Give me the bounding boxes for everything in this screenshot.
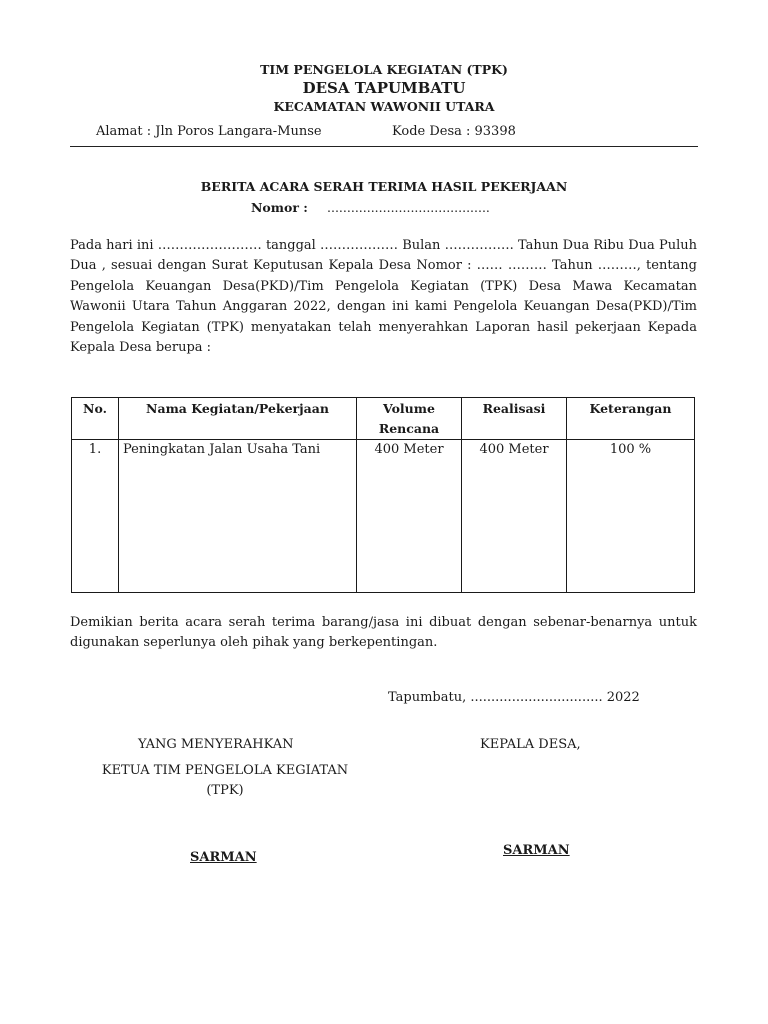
left-signer-role: KETUA TIM PENGELOLA KEGIATAN (TPK) <box>101 763 349 798</box>
header-divider <box>70 146 698 147</box>
work-table <box>71 397 695 593</box>
col-header-no: No. <box>72 398 119 440</box>
document-title: BERITA ACARA SERAH TERIMA HASIL PEKERJAAN <box>200 179 568 194</box>
cell-keterangan: 100 % <box>567 440 695 593</box>
right-signer-name: SARMAN <box>503 843 570 858</box>
cell-realisasi: 400 Meter <box>462 440 567 593</box>
col-header-keterangan: Keterangan <box>567 398 695 440</box>
address: Alamat : Jln Poros Langara-Munse <box>96 124 322 139</box>
opening-paragraph: Pada hari ini …………………… tanggal ……………… Bulan ……………. Tahun Dua Ribu Dua Puluh Dua , sesuai dengan Surat Keputusan Kepala Desa Nomor : …… ……… Tahun ………, tentang Pengelola Keuangan Desa(PKD)/Tim Pengelola Kegiatan (TPK) Desa Mawa Kecamatan Wawonii Utara Tahun Anggaran 2022, dengan ini kami Pengelola Keuangan Desa(PKD)/Tim Pengelola Kegiatan (TPK) menyatakan telah menyerahkan Laporan hasil pekerjaan Kepada Kepala Desa berupa : <box>70 238 697 356</box>
org-name: TIM PENGELOLA KEGIATAN (TPK) <box>260 62 508 77</box>
closing-paragraph: Demikian berita acara serah terima barang/jasa ini dibuat dengan sebenar-benarnya untuk digunakan seperlunya oleh pihak yang berkepentingan. <box>70 615 697 651</box>
cell-volume: 400 Meter <box>357 440 462 593</box>
table-header-row <box>72 398 695 440</box>
district-name: KECAMATAN WAWONII UTARA <box>273 99 495 114</box>
right-signer-title: KEPALA DESA, <box>480 737 581 752</box>
col-header-nama: Nama Kegiatan/Pekerjaan <box>119 398 357 440</box>
cell-nama: Peningkatan Jalan Usaha Tani <box>119 440 357 593</box>
place-date: Tapumbatu, ................................ 2022 <box>388 690 640 705</box>
table-row <box>72 440 695 593</box>
nomor-label: Nomor : <box>251 200 308 215</box>
nomor-value: ......................................... <box>327 200 490 215</box>
col-header-volume: Volume Rencana <box>357 398 462 440</box>
village-name: DESA TAPUMBATU <box>302 79 466 97</box>
col-header-realisasi: Realisasi <box>462 398 567 440</box>
village-code: Kode Desa : 93398 <box>392 124 516 139</box>
cell-no: 1. <box>72 440 119 593</box>
left-signer-name: SARMAN <box>190 850 257 865</box>
left-signer-title: YANG MENYERAHKAN <box>138 737 294 752</box>
